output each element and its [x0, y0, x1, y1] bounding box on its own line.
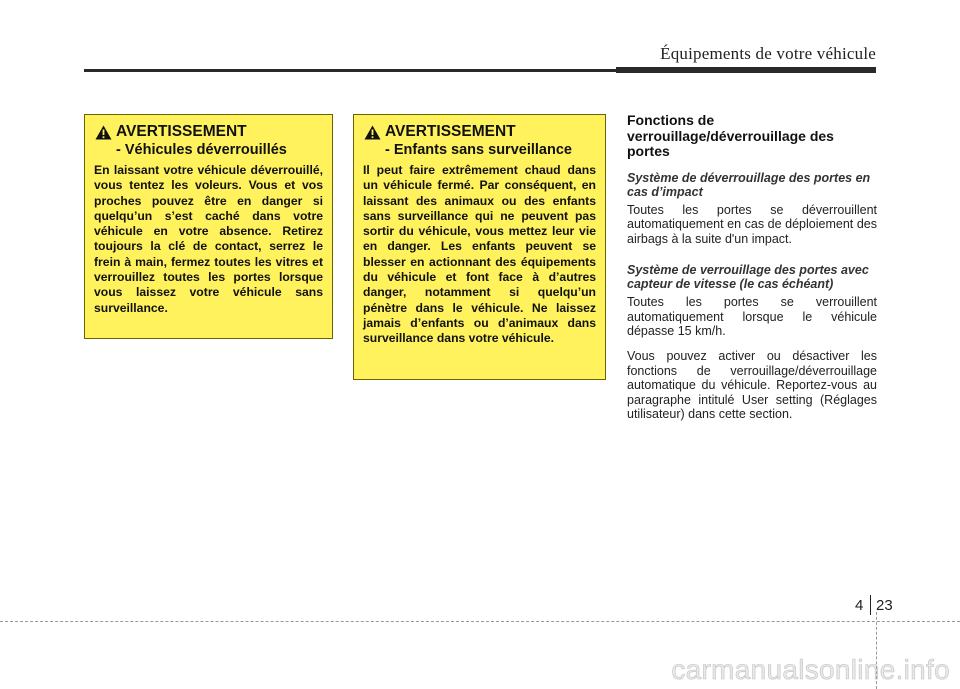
warning-box-unlocked-vehicle	[84, 114, 333, 339]
paragraph: Toutes les portes se verrouillent automatiquement lorsque le véhicule dépasse 15 km/h.	[627, 295, 877, 339]
page-number: 23	[876, 597, 893, 614]
page-header-title: Équipements de votre véhicule	[660, 44, 876, 63]
header-rule-accent	[616, 67, 876, 73]
warning-subheading: - Véhicules déverrouillés	[116, 142, 287, 158]
warning-box-unattended-children	[353, 114, 606, 380]
section-title: Fonctions de verrouillage/déverrouillage des portes	[627, 112, 834, 159]
warning-triangle-icon	[364, 125, 381, 140]
page-number-separator	[870, 595, 871, 615]
warning-body: Il peut faire extrêmement chaud dans un véhicule fermé. Par conséquent, en laissant des animaux ou des enfants sans surveillance qui ne peuvent pas sortir du véhicule, vous mettez leur vie en danger. Les enfants peuvent se blesser en actionnant des équipements du véhicule et font face à d’autres danger, notamment si quelqu’un pénètre dans le véhicule. Ne laissez jamais d’enfants ou d’animaux dans surveillance dans votre véhicule.	[363, 163, 596, 346]
warning-heading	[94, 123, 323, 141]
warning-body: En laissant votre véhicule déverrouillé, vous tentez les voleurs. Vous et vos proches pouvez être en danger si quelqu’un s’est caché dans votre véhicule en votre absence. Retirez toujours la clé de contact, serrez le frein à main, fermez toutes les vitres et verrouillez toutes les portes lorsque vous laissez votre véhicule sans surveillance.	[94, 163, 323, 315]
warning-subheading: - Enfants sans surveillance	[385, 142, 572, 158]
warning-heading-text: AVERTISSEMENT	[116, 123, 247, 140]
warning-triangle-icon	[95, 125, 112, 140]
warning-heading	[363, 123, 596, 141]
subsection-heading-impact-unlock: Système de déverrouillage des portes en cas d’impact	[627, 170, 871, 199]
paragraph: Toutes les portes se déverrouillent automatiquement en cas de déploiement des airbags à la suite d'un impact.	[627, 202, 877, 246]
paragraph: Vous pouvez activer ou désactiver les fonctions de verrouillage/déverrouillage automatique du véhicule. Reportez-vous au paragraphe intitulé User setting (Réglages utilisateur) dans cette section.	[627, 349, 877, 422]
watermark: carmanualsonline.info	[671, 654, 950, 685]
warning-heading-text: AVERTISSEMENT	[385, 123, 516, 140]
lock-functions-section	[627, 113, 877, 439]
footer-rule	[0, 621, 960, 622]
subsection-heading-speed-lock: Système de verrouillage des portes avec capteur de vitesse (le cas échéant)	[627, 263, 869, 292]
chapter-number: 4	[855, 597, 864, 614]
